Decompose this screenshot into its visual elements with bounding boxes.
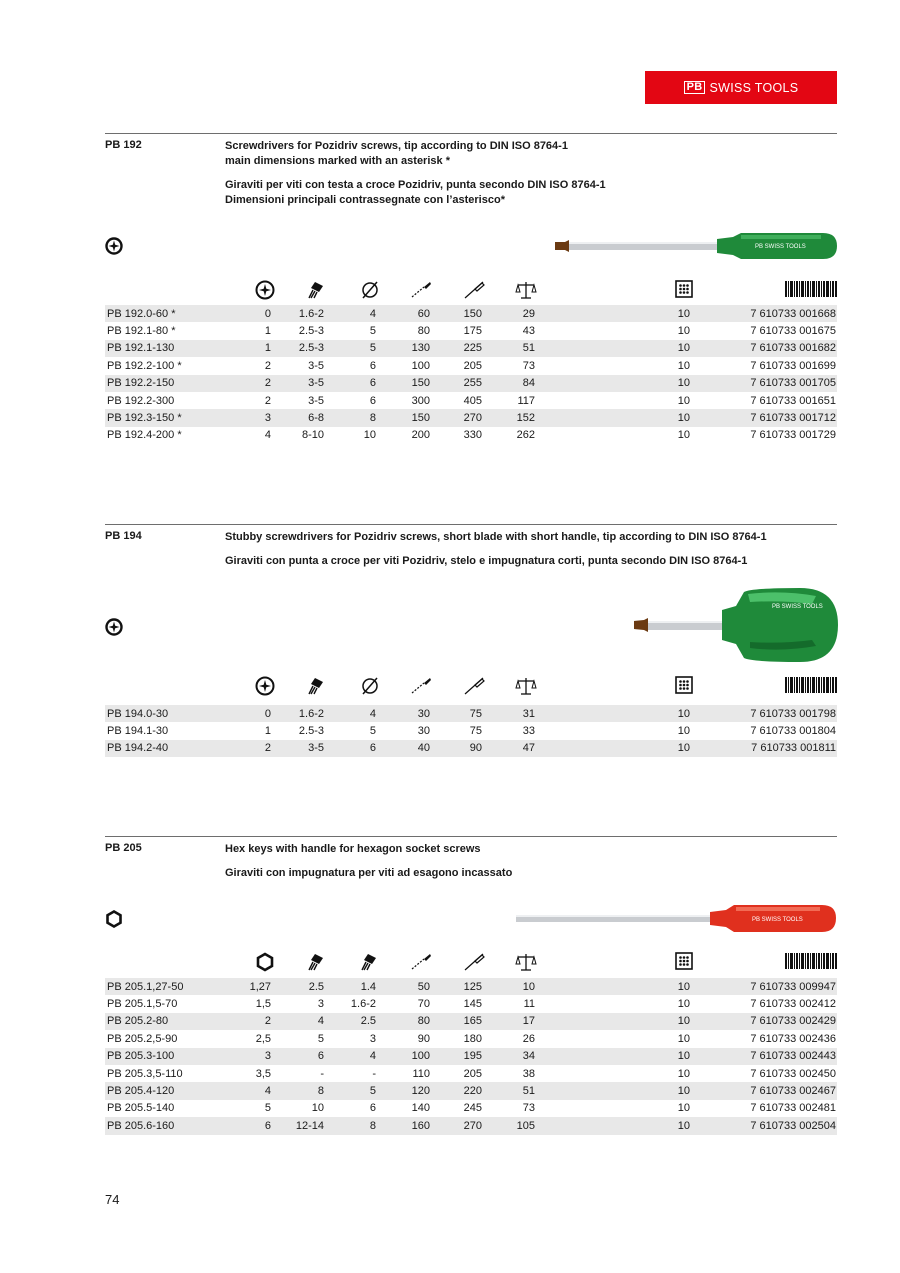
table-cell: -	[320, 1067, 324, 1080]
table-row	[105, 978, 837, 995]
table-row	[105, 1082, 837, 1099]
barcode-icon	[785, 676, 837, 699]
ean-code: 7 610733 002412	[750, 998, 836, 1011]
weight-icon	[515, 280, 537, 305]
table-cell: 2.5	[271, 978, 324, 995]
table-cell: 145	[463, 998, 482, 1011]
table-cell: 10	[677, 325, 690, 338]
table-cell: 8	[324, 1117, 376, 1134]
table-cell: 10	[535, 305, 690, 322]
blade-length-icon	[410, 676, 432, 701]
section-description	[225, 842, 512, 881]
table-row	[105, 995, 837, 1012]
table-cell: 1,5	[255, 998, 271, 1011]
article-number: PB 205.3-100	[105, 1048, 231, 1065]
table-cell: 270	[430, 1117, 482, 1134]
column-header-icons	[105, 280, 837, 302]
table-cell: 3,5	[255, 1067, 271, 1080]
table-row	[105, 740, 837, 757]
table-cell: 2,5	[255, 1032, 271, 1045]
ean-code: 7 610733 001651	[750, 394, 836, 407]
screw-icon-2	[358, 952, 378, 977]
table-cell: 2.5	[324, 1013, 376, 1030]
table-row	[105, 305, 837, 322]
table-cell: 3-5	[308, 394, 324, 407]
table-row	[105, 392, 837, 409]
table-row	[105, 722, 837, 739]
table-cell: 90	[430, 740, 482, 757]
table-cell: 150	[376, 375, 430, 392]
table-cell: 1	[264, 725, 271, 738]
table-cell: 10	[677, 998, 690, 1011]
desc-en-1: Stubby screwdrivers for Pozidriv screws, short blade with short handle, tip according to DIN ISO 8764-1	[225, 531, 767, 543]
table-cell: -	[372, 1067, 376, 1080]
stubby-screwdriver-image	[632, 588, 840, 662]
table-cell: 30	[376, 705, 430, 722]
pozidriv-tip-icon	[105, 237, 123, 260]
ean-code: 7 610733 001675	[750, 325, 836, 338]
table-cell: 10	[535, 705, 690, 722]
table-cell: 6	[369, 359, 376, 372]
hex-key-image	[514, 902, 840, 936]
ean-code: 7 610733 001705	[690, 375, 837, 392]
table-cell: 200	[411, 429, 430, 442]
table-cell: 262	[516, 429, 535, 442]
blade-length-icon	[410, 280, 432, 305]
table-cell: 84	[482, 375, 535, 392]
article-number: PB 205.5-140	[107, 1102, 175, 1115]
table-cell: 73	[522, 1102, 535, 1115]
section-description	[225, 139, 606, 208]
table-cell: 10	[535, 340, 690, 357]
barcode-icon	[785, 280, 837, 303]
table-cell: 195	[430, 1048, 482, 1065]
table-cell: 1	[264, 325, 271, 338]
ean-code: 7 610733 002481	[750, 1102, 836, 1115]
article-number: PB 194.2-40	[105, 740, 231, 757]
desc-en-1: Hex keys with handle for hexagon socket screws	[225, 843, 481, 855]
table-cell: 405	[463, 394, 482, 407]
diameter-icon	[360, 280, 380, 305]
table-cell: 2.5-3	[298, 325, 324, 338]
article-number: PB 205.2,5-90	[107, 1032, 178, 1045]
desc-it-2: Dimensioni principali contrassegnate con l’asterisco*	[225, 194, 505, 206]
table-row	[105, 427, 837, 444]
desc-en-2: main dimensions marked with an asterisk *	[225, 155, 450, 167]
table-cell: 1.6-2	[271, 705, 324, 722]
ean-code: 7 610733 002429	[690, 1013, 837, 1030]
table-cell: 120	[376, 1082, 430, 1099]
table-cell: 5	[324, 340, 376, 357]
table-cell: 5	[317, 1032, 324, 1045]
table-cell: 2	[231, 375, 271, 392]
brand-logo	[645, 71, 837, 104]
ean-code: 7 610733 002436	[750, 1032, 836, 1045]
table-cell: 4	[324, 305, 376, 322]
pozidriv-tip-icon	[105, 618, 123, 641]
table-cell: 5	[369, 725, 376, 738]
column-header-icons	[105, 952, 837, 974]
table-cell: 90	[417, 1032, 430, 1045]
table-row	[105, 1100, 837, 1117]
table-cell: 245	[463, 1102, 482, 1115]
desc-en-1: Screwdrivers for Pozidriv screws, tip according to DIN ISO 8764-1	[225, 140, 568, 152]
ean-code: 7 610733 001712	[690, 409, 837, 426]
ean-code: 7 610733 002467	[690, 1082, 837, 1099]
table-cell: 8-10	[301, 429, 324, 442]
table-cell: 205	[463, 359, 482, 372]
table-cell: 50	[376, 978, 430, 995]
table-cell: 4	[324, 705, 376, 722]
screw-icon	[305, 280, 325, 305]
table-cell: 40	[376, 740, 430, 757]
total-length-icon	[463, 280, 485, 305]
table-cell: 105	[482, 1117, 535, 1134]
table-cell: 270	[430, 409, 482, 426]
table-row	[105, 1048, 837, 1065]
table-cell: 2	[231, 1013, 271, 1030]
table-cell: 10	[677, 429, 690, 442]
table-cell: 6	[324, 740, 376, 757]
section-divider	[105, 524, 837, 525]
table-cell: 43	[522, 325, 535, 338]
table-cell: 2	[231, 740, 271, 757]
table-cell: 10	[677, 1032, 690, 1045]
pozidriv-icon	[255, 280, 275, 305]
table-row	[105, 322, 837, 339]
article-number: PB 192.2-100 *	[107, 359, 182, 372]
table-cell: 73	[522, 359, 535, 372]
article-number: PB 192.2-150	[105, 375, 231, 392]
table-cell: 140	[411, 1102, 430, 1115]
table-cell: 10	[677, 1102, 690, 1115]
table-cell: 12-14	[271, 1117, 324, 1134]
table-cell: 0	[231, 305, 271, 322]
table-row	[105, 375, 837, 392]
table-cell: 220	[430, 1082, 482, 1099]
ean-code: 7 610733 001811	[690, 740, 837, 757]
table-cell: 130	[376, 340, 430, 357]
package-quantity-icon	[675, 676, 693, 699]
section-code: PB 205	[105, 842, 142, 854]
table-cell: 150	[376, 409, 430, 426]
table-cell: 2.5-3	[298, 725, 324, 738]
ean-code: 7 610733 002450	[750, 1067, 836, 1080]
table-cell: 6	[369, 394, 376, 407]
table-cell: 100	[376, 1048, 430, 1065]
table-cell: 5	[324, 1082, 376, 1099]
table-cell: 8	[271, 1082, 324, 1099]
table-cell: 4	[324, 1048, 376, 1065]
section-pb-192	[105, 133, 837, 453]
table-row	[105, 1030, 837, 1047]
table-cell: 6	[231, 1117, 271, 1134]
section-pb-205	[105, 836, 837, 1136]
table-cell: 2	[264, 394, 271, 407]
table-cell: 6	[271, 1048, 324, 1065]
table-cell: 3-5	[271, 375, 324, 392]
table-cell: 75	[469, 725, 482, 738]
pozidriv-icon	[255, 676, 275, 701]
table-cell: 3	[231, 1048, 271, 1065]
ean-code: 7 610733 002443	[690, 1048, 837, 1065]
table-row	[105, 409, 837, 426]
table-cell: 117	[517, 394, 535, 407]
article-number: PB 205.2-80	[105, 1013, 231, 1030]
ean-code: 7 610733 001682	[690, 340, 837, 357]
table-cell: 10	[535, 1048, 690, 1065]
table-cell: 10	[677, 394, 690, 407]
table-cell: 1,27	[231, 978, 271, 995]
table-cell: 205	[463, 1067, 482, 1080]
weight-icon	[515, 952, 537, 977]
table-cell: 2	[264, 359, 271, 372]
table-cell: 31	[482, 705, 535, 722]
ean-code: 7 610733 009947	[690, 978, 837, 995]
table-cell: 10	[535, 1117, 690, 1134]
table-cell: 33	[522, 725, 535, 738]
table-cell: 3	[317, 998, 324, 1011]
screwdriver-image	[551, 229, 841, 263]
article-number: PB 192.1-80 *	[107, 325, 176, 338]
product-table	[105, 978, 837, 1135]
svg-text:PB SWISS TOOLS: PB SWISS TOOLS	[772, 604, 823, 610]
product-table	[105, 705, 837, 757]
table-cell: 4	[271, 1013, 324, 1030]
ean-code: 7 610733 001729	[750, 429, 836, 442]
total-length-icon	[463, 952, 485, 977]
section-divider	[105, 836, 837, 837]
table-cell: 6	[369, 1102, 376, 1115]
table-cell: 17	[482, 1013, 535, 1030]
table-cell: 10	[363, 429, 376, 442]
table-cell: 160	[376, 1117, 430, 1134]
table-cell: 10	[311, 1102, 324, 1115]
screw-icon	[305, 676, 325, 701]
table-cell: 1	[231, 340, 271, 357]
table-cell: 8	[324, 409, 376, 426]
table-cell: 6	[324, 375, 376, 392]
table-cell: 300	[411, 394, 430, 407]
table-cell: 150	[430, 305, 482, 322]
weight-icon	[515, 676, 537, 701]
product-table	[105, 305, 837, 444]
blade-length-icon	[410, 952, 432, 977]
article-number: PB 192.1-130	[105, 340, 231, 357]
table-cell: 10	[535, 375, 690, 392]
diameter-icon	[360, 676, 380, 701]
table-cell: 75	[430, 705, 482, 722]
desc-it-1: Giraviti per viti con testa a croce Pozidriv, punta secondo DIN ISO 8764-1	[225, 179, 606, 191]
table-cell: 47	[482, 740, 535, 757]
section-pb-194	[105, 524, 837, 764]
table-cell: 51	[482, 340, 535, 357]
article-number: PB 192.2-300	[107, 394, 175, 407]
table-row	[105, 1065, 837, 1082]
svg-text:PB SWISS TOOLS: PB SWISS TOOLS	[755, 244, 806, 250]
table-cell: 10	[535, 978, 690, 995]
table-cell: 225	[430, 340, 482, 357]
table-cell: 5	[369, 325, 376, 338]
table-cell: 10	[535, 1082, 690, 1099]
table-cell: 70	[417, 998, 430, 1011]
table-cell: 330	[463, 429, 482, 442]
article-number: PB 192.3-150 *	[105, 409, 231, 426]
package-quantity-icon	[675, 952, 693, 975]
table-row	[105, 1117, 837, 1134]
article-number: PB 194.1-30	[107, 725, 169, 738]
table-row	[105, 357, 837, 374]
table-cell: 26	[522, 1032, 535, 1045]
article-number: PB 192.0-60 *	[105, 305, 231, 322]
table-cell: 4	[231, 1082, 271, 1099]
table-cell: 34	[482, 1048, 535, 1065]
table-cell: 3-5	[308, 359, 324, 372]
brand-pb: PB	[684, 81, 706, 94]
section-divider	[105, 133, 837, 134]
table-cell: 152	[482, 409, 535, 426]
table-row	[105, 340, 837, 357]
article-number: PB 194.0-30	[105, 705, 231, 722]
barcode-icon	[785, 952, 837, 975]
table-cell: 6-8	[271, 409, 324, 426]
desc-it-1: Giraviti con impugnatura per viti ad esagono incassato	[225, 867, 513, 879]
table-cell: 175	[463, 325, 482, 338]
package-quantity-icon	[675, 280, 693, 303]
column-header-icons	[105, 676, 837, 698]
article-number: PB 205.1,27-50	[105, 978, 231, 995]
total-length-icon	[463, 676, 485, 701]
table-cell: 10	[482, 978, 535, 995]
table-cell: 110	[412, 1067, 430, 1080]
table-cell: 10	[677, 359, 690, 372]
ean-code: 7 610733 001668	[690, 305, 837, 322]
table-cell: 11	[523, 998, 535, 1011]
section-code: PB 194	[105, 530, 142, 542]
ean-code: 7 610733 001798	[690, 705, 837, 722]
table-cell: 10	[535, 1013, 690, 1030]
table-cell: 80	[417, 325, 430, 338]
table-cell: 0	[231, 705, 271, 722]
ean-code: 7 610733 001804	[750, 725, 836, 738]
table-cell: 3-5	[271, 740, 324, 757]
table-cell: 3	[231, 409, 271, 426]
table-cell: 2.5-3	[271, 340, 324, 357]
table-row	[105, 705, 837, 722]
table-cell: 80	[376, 1013, 430, 1030]
table-cell: 10	[535, 409, 690, 426]
table-cell: 10	[535, 740, 690, 757]
article-number: PB 205.1,5-70	[107, 998, 178, 1011]
table-cell: 10	[677, 1067, 690, 1080]
table-cell: 1.6-2	[350, 998, 376, 1011]
page-number: 74	[105, 1192, 120, 1207]
article-number: PB 205.6-160	[105, 1117, 231, 1134]
table-cell: 10	[677, 725, 690, 738]
table-cell: 180	[463, 1032, 482, 1045]
table-cell: 29	[482, 305, 535, 322]
table-cell: 255	[430, 375, 482, 392]
table-cell: 100	[411, 359, 430, 372]
hexagon-icon	[255, 952, 275, 977]
table-cell: 60	[376, 305, 430, 322]
table-cell: 125	[430, 978, 482, 995]
table-cell: 1.4	[324, 978, 376, 995]
article-number: PB 192.4-200 *	[107, 429, 182, 442]
table-cell: 1.6-2	[271, 305, 324, 322]
table-cell: 30	[417, 725, 430, 738]
ean-code: 7 610733 002504	[690, 1117, 837, 1134]
brand-name: SWISS TOOLS	[709, 80, 799, 95]
section-code: PB 192	[105, 139, 142, 151]
ean-code: 7 610733 001699	[750, 359, 836, 372]
article-number: PB 205.3,5-110	[107, 1067, 183, 1080]
table-cell: 3	[369, 1032, 376, 1045]
hexagon-tip-icon	[105, 910, 123, 933]
table-cell: 165	[430, 1013, 482, 1030]
section-description	[225, 530, 767, 569]
article-number: PB 205.4-120	[105, 1082, 231, 1099]
desc-it-1: Giraviti con punta a croce per viti Pozidriv, stelo e impugnatura corti, punta secondo DIN ISO 8764-1	[225, 555, 748, 567]
table-cell: 51	[482, 1082, 535, 1099]
table-row	[105, 1013, 837, 1030]
table-cell: 4	[264, 429, 271, 442]
table-cell: 38	[522, 1067, 535, 1080]
table-cell: 5	[264, 1102, 271, 1115]
screw-icon	[305, 952, 325, 977]
svg-text:PB SWISS TOOLS: PB SWISS TOOLS	[752, 917, 803, 923]
